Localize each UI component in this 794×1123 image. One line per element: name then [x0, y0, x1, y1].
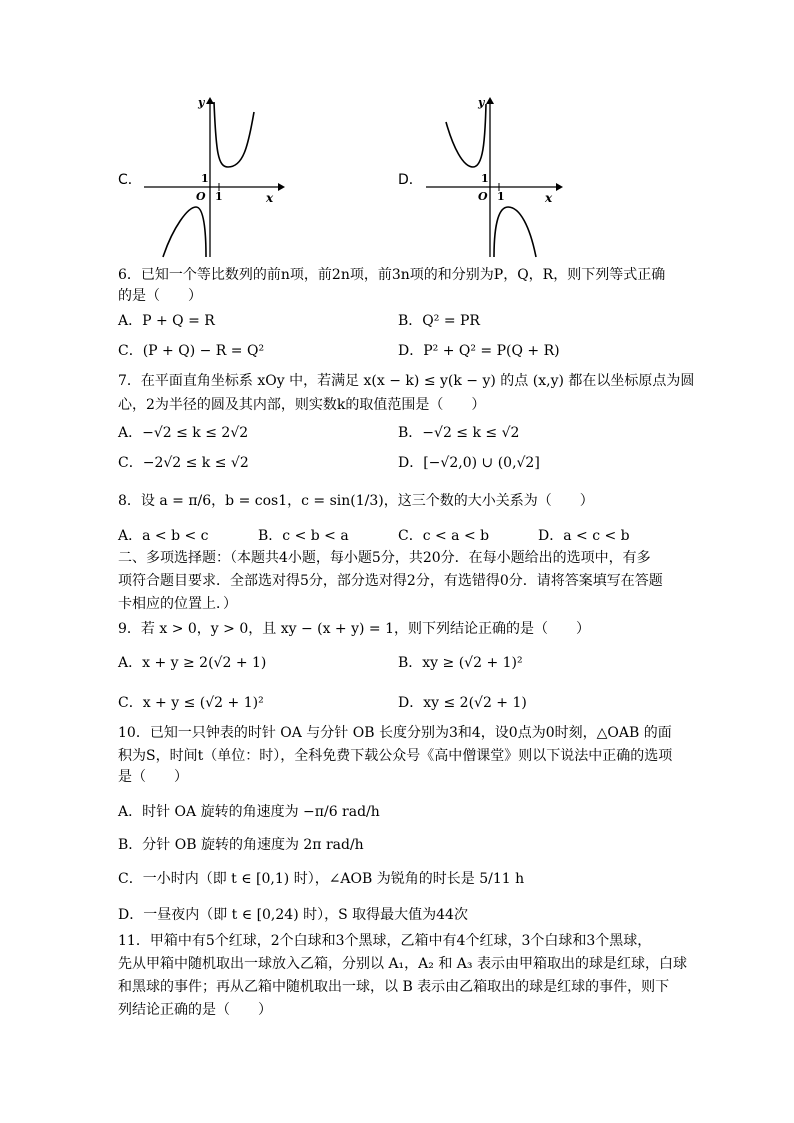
q7-option-c: C．−2√2 ≤ k ≤ √2 — [118, 455, 249, 471]
q10-stem-line2: 积为S，时间t（单位：时），全科免费下载公众号《高中僧课堂》则以下说法中正确的选项 — [118, 748, 673, 764]
q10-stem-line3: 是（ ） — [118, 769, 188, 785]
section2-line1: 二、多项选择题：（本题共4小题，每小题5分，共20分．在每小题给出的选项中，有多 — [118, 550, 651, 566]
q8-stem: 8．设 a = π/6，b = cos1，c = sin(1/3)，这三个数的大小关系为（ ） — [118, 493, 594, 509]
graph-d-tick-y: 1 — [481, 172, 489, 185]
q9-stem: 9．若 x > 0，y > 0，且 xy − (x + y) = 1，则下列结论正确的是（ ） — [118, 621, 591, 637]
graph-d-curve-upper — [446, 104, 486, 167]
graph-d-y-arrow — [486, 97, 494, 104]
graph-c-x-label: x — [266, 191, 274, 205]
q9-option-d: D．xy ≤ 2(√2 + 1) — [398, 695, 527, 711]
section2-line2: 项符合题目要求．全部选对得5分，部分选对得2分，有选错得0分．请将答案填写在答题 — [118, 573, 663, 589]
q11-line4: 列结论正确的是（ ） — [118, 1002, 272, 1018]
graph-c-tick-y: 1 — [201, 172, 209, 185]
q8-option-b: B．c < b < a — [258, 528, 349, 544]
q6-option-d: D．P² + Q² = P(Q + R) — [398, 343, 560, 359]
q8-option-a: A．a < b < c — [118, 528, 209, 544]
graph-d-origin: O — [478, 190, 488, 203]
graph-c-origin: O — [196, 190, 206, 203]
q10-option-c: C．一小时内（即 t ∈ [0,1) 时），∠AOB 为锐角的时长是 5/11 h — [118, 871, 525, 887]
graph-c-label: C． — [118, 172, 142, 188]
q10-option-d: D．一昼夜内（即 t ∈ [0,24) 时），S 取得最大值为44次 — [118, 907, 468, 923]
graph-d-curve-lower — [494, 207, 536, 257]
q7-stem-line1: 7．在平面直角坐标系 xOy 中，若满足 x(x − k) ≤ y(k − y) 的点 (x,y) 都在以坐标原点为圆 — [118, 373, 695, 389]
q6-stem-line2: 的是（ ） — [118, 288, 202, 304]
q8-option-d: D．a < c < b — [538, 528, 630, 544]
q7-option-d: D．[−√2,0) ∪ (0,√2] — [398, 455, 540, 471]
q9-option-a: A．x + y ≥ 2(√2 + 1) — [118, 655, 267, 671]
graph-d-tick-x: 1 — [497, 190, 505, 203]
section2-line3: 卡相应的位置上．） — [118, 596, 237, 612]
q7-option-b: B．−√2 ≤ k ≤ √2 — [398, 425, 520, 441]
graph-d-x-label: x — [545, 191, 553, 205]
q6-stem-line1: 6．已知一个等比数列的前n项，前2n项，前3n项的和分别为P，Q，R，则下列等式正确 — [118, 267, 666, 283]
graph-d-x-arrow — [556, 183, 563, 191]
q11-line2: 先从甲箱中随机取出一球放入乙箱，分别以 A₁，A₂ 和 A₃ 表示由甲箱取出的球是红球，白球 — [118, 956, 687, 972]
q6-option-c: C．(P + Q) − R = Q² — [118, 343, 265, 359]
graph-c-y-arrow — [206, 97, 214, 104]
graph-c-x-arrow — [278, 183, 285, 191]
q11-line1: 11．甲箱中有5个红球，2个白球和3个黑球，乙箱中有4个红球，3个白球和3个黑球， — [118, 933, 652, 949]
graph-c-y-label: y — [198, 96, 205, 109]
q10-option-b: B．分针 OB 旋转的角速度为 2π rad/h — [118, 837, 364, 853]
graph-d — [398, 92, 568, 262]
q8-option-c: C．c < a < b — [398, 528, 490, 544]
q11-line3: 和黑球的事件；再从乙箱中随机取出一球，以 B 表示由乙箱取出的球是红球的事件，则下 — [118, 979, 670, 995]
q6-option-b: B．Q² = PR — [398, 313, 480, 329]
graph-d-y-label: y — [478, 96, 485, 109]
graph-c-curve-upper — [214, 102, 254, 167]
graph-c-tick-x: 1 — [215, 190, 223, 203]
graph-d-label: D． — [398, 172, 423, 188]
q9-option-c: C．x + y ≤ (√2 + 1)² — [118, 695, 264, 711]
graph-c — [118, 92, 288, 262]
q7-option-a: A．−√2 ≤ k ≤ 2√2 — [118, 425, 249, 441]
q7-stem-line2: 心，2为半径的圆及其内部，则实数k的取值范围是（ ） — [118, 397, 486, 413]
graph-c-curve-lower — [163, 207, 206, 257]
q10-option-a: A．时针 OA 旋转的角速度为 −π/6 rad/h — [118, 804, 380, 820]
q6-option-a: A．P + Q = R — [118, 313, 215, 329]
q10-stem-line1: 10．已知一只钟表的时针 OA 与分针 OB 长度分别为3和4，设0点为0时刻，△OAB 的面 — [118, 725, 672, 741]
q9-option-b: B．xy ≥ (√2 + 1)² — [398, 655, 523, 671]
